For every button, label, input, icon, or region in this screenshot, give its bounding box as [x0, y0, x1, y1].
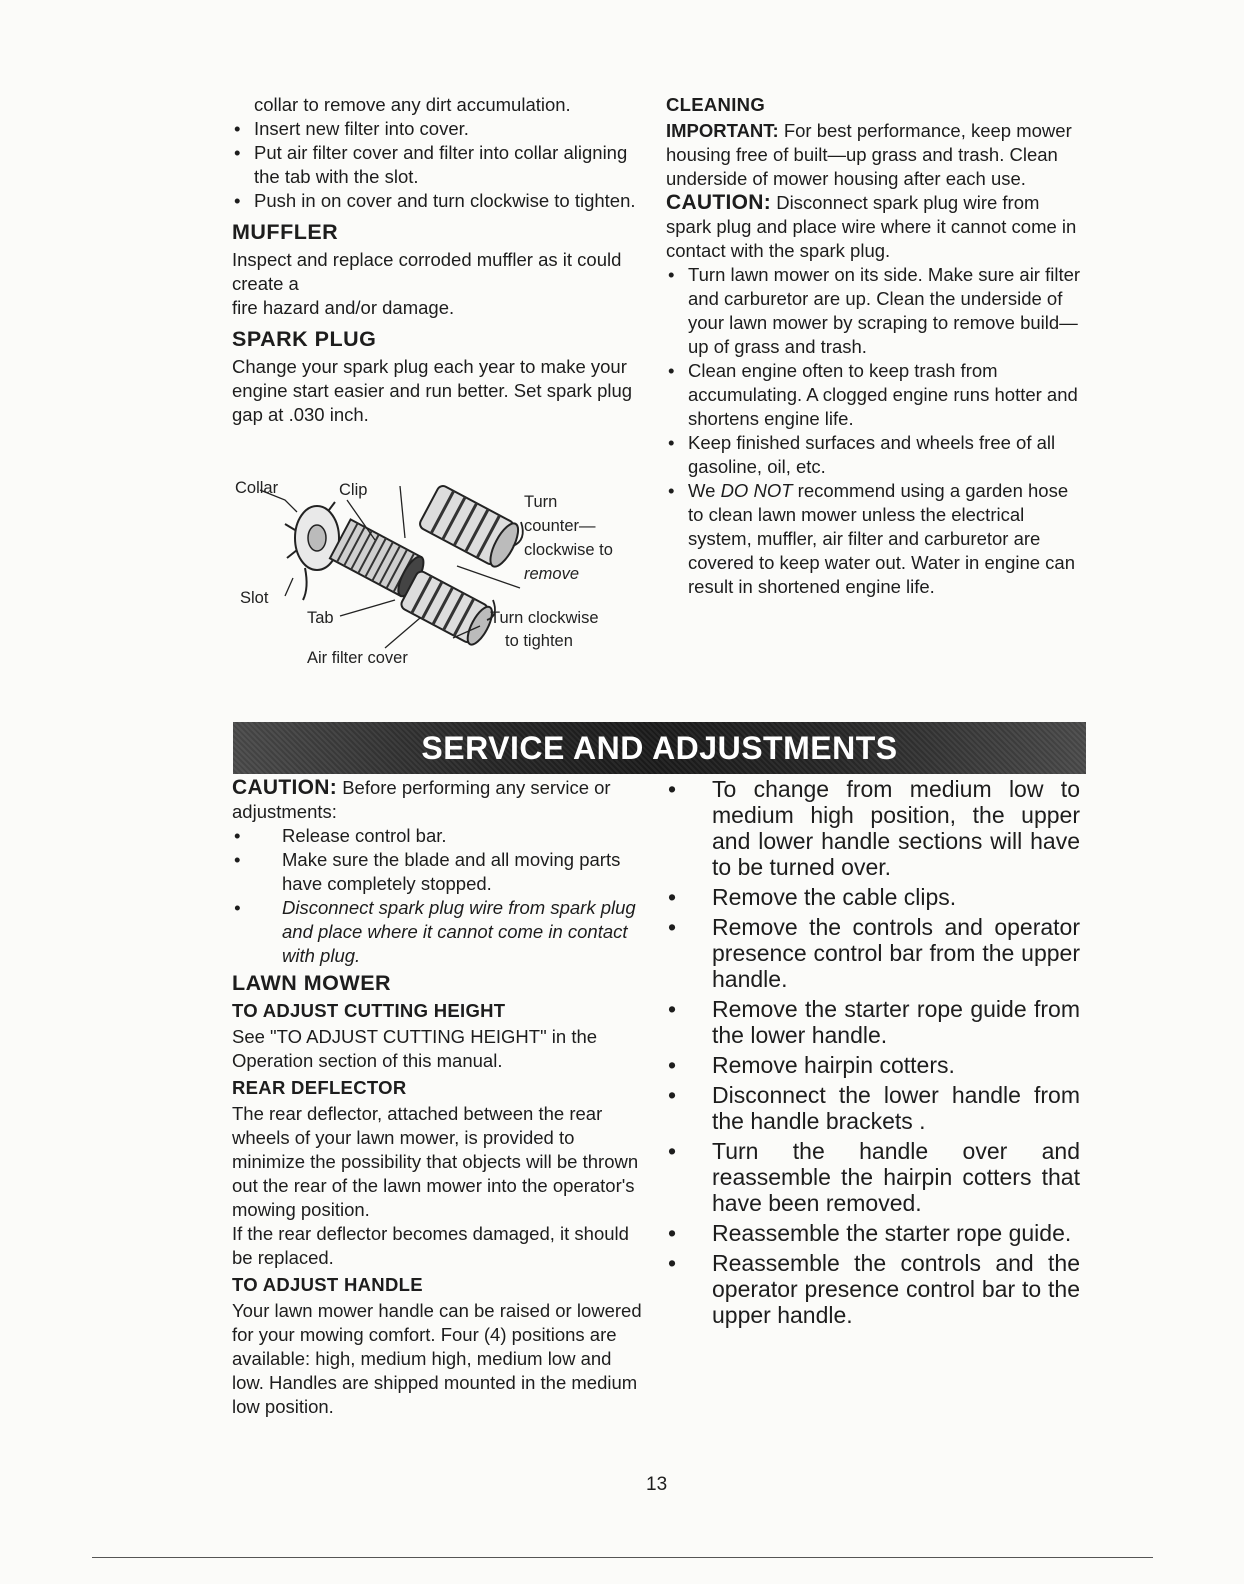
caution-label: CAUTION:: [666, 191, 772, 214]
lawn-mower-heading: LAWN MOWER: [232, 971, 392, 995]
list-item: • Disconnect the lower handle from the handle brackets .: [664, 1082, 1080, 1134]
adjust-handle-heading: TO ADJUST HANDLE: [232, 1274, 423, 1295]
list-item-text: recommend using a garden hose to clean lawn mower unless the electrical system, muffler, air filter and carburetor are covered to keep water out. Water in engine can result in shortened engine life.: [688, 480, 1076, 597]
label-turn-cw-1: Turn clockwise: [490, 609, 599, 627]
list-item: • Remove hairpin cotters.: [664, 1052, 1080, 1078]
important-text: For best performance, keep mower housing free of built—up grass and trash. Clean underside of mower housing after each use.: [666, 120, 1072, 189]
label-turn-cw-2: to tighten: [505, 632, 573, 650]
upper-right-column: [666, 93, 1084, 599]
caution-steps: [232, 824, 644, 968]
rear-deflector-text: The rear deflector, attached between the rear wheels of your lawn mower, is provided to minimize the possibility that objects will be thrown out the rear of the lawn mower into the operator's mowing position.: [232, 1103, 639, 1220]
label-clip: Clip: [339, 481, 368, 499]
lower-left-column: [232, 776, 644, 1419]
bottom-rule: [92, 1557, 1153, 1558]
list-item: • Disconnect spark plug wire from spark plug and place where it cannot come in contact with plug.: [232, 896, 644, 968]
rear-deflector-heading: REAR DEFLECTOR: [232, 1077, 407, 1098]
caution-note: [232, 776, 644, 824]
muffler-heading: MUFFLER: [232, 220, 339, 244]
caution-text: Before performing any service or adjustments:: [232, 777, 611, 822]
emphasis-text: DO NOT: [720, 480, 793, 501]
section-banner: [233, 722, 1086, 774]
spark-plug-text: Change your spark plug each year to make your engine start easier and run better. Set spark plug gap at .030 inch.: [232, 356, 633, 425]
label-turn-ccw-1: Turn: [524, 493, 558, 511]
muffler-text-2: fire hazard and/or damage.: [232, 297, 455, 318]
label-turn-ccw-2: counter—: [524, 517, 596, 535]
important-note: [666, 119, 1084, 191]
list-item: • Insert new filter into cover.: [232, 117, 642, 141]
continued-line: collar to remove any dirt accumulation.: [254, 94, 571, 115]
caution-label: CAUTION:: [232, 776, 338, 799]
air-filter-steps: [232, 117, 642, 213]
section-title: SERVICE AND ADJUSTMENTS: [421, 729, 898, 766]
cutting-height-heading: TO ADJUST CUTTING HEIGHT: [232, 1000, 506, 1021]
muffler-text: Inspect and replace corroded muffler as it could create a: [232, 249, 622, 294]
label-turn-ccw-3: clockwise to: [524, 541, 613, 559]
lower-right-column: [664, 776, 1080, 1332]
handle-steps: [664, 776, 1080, 1328]
label-collar: Collar: [235, 479, 279, 497]
list-item: • Push in on cover and turn clockwise to tighten.: [232, 189, 642, 213]
list-item-text: We: [688, 480, 721, 501]
caution-note: [666, 191, 1084, 263]
list-item: • Turn lawn mower on its side. Make sure air filter and carburetor are up. Clean the underside of your lawn mower by scraping to remove build—up of grass and trash.: [666, 263, 1084, 359]
label-slot: Slot: [240, 589, 269, 607]
spark-plug-heading: SPARK PLUG: [232, 327, 377, 351]
cutting-height-text: See "TO ADJUST CUTTING HEIGHT" in the Operation section of this manual.: [232, 1026, 598, 1071]
air-filter-diagram: [235, 478, 660, 678]
adjust-handle-text: Your lawn mower handle can be raised or lowered for your mowing comfort. Four (4) positions are available: high, medium high, medium low and low. Handles are shipped mounted in the medium low position.: [232, 1300, 642, 1417]
list-item: • Remove the controls and operator presence control bar from the upper handle.: [664, 914, 1080, 992]
label-turn-ccw-4: remove: [524, 565, 580, 583]
list-item: • Clean engine often to keep trash from accumulating. A clogged engine runs hotter and shortens engine life.: [666, 359, 1084, 431]
list-item: • Keep finished surfaces and wheels free of all gasoline, oil, etc.: [666, 431, 1084, 479]
list-item: • Remove the cable clips.: [664, 884, 1080, 910]
label-air-filter-cover: Air filter cover: [307, 649, 408, 667]
list-item: • To change from medium low to medium high position, the upper and lower handle sections will have to be turned over.: [664, 776, 1080, 880]
list-item: • Make sure the blade and all moving parts have completely stopped.: [232, 848, 644, 896]
cleaning-steps: [666, 263, 1084, 599]
list-item: • Remove the starter rope guide from the lower handle.: [664, 996, 1080, 1048]
caution-text: Disconnect spark plug wire from spark plug and place wire where it cannot come in contact with the spark plug.: [666, 192, 1077, 261]
list-item: [666, 479, 1084, 599]
list-item: • Reassemble the controls and the operator presence control bar to the upper handle.: [664, 1250, 1080, 1328]
air-filter-drawing: [235, 478, 660, 678]
page-number: 13: [646, 1474, 668, 1495]
list-item: • Turn the handle over and reassemble the hairpin cotters that have been removed.: [664, 1138, 1080, 1216]
important-label: IMPORTANT:: [666, 120, 779, 141]
upper-left-column: [232, 93, 642, 427]
label-tab: Tab: [307, 609, 334, 627]
list-item: • Release control bar.: [232, 824, 644, 848]
list-item: • Put air filter cover and filter into collar aligning the tab with the slot.: [232, 141, 642, 189]
cleaning-heading: CLEANING: [666, 94, 766, 115]
rear-deflector-text-2: If the rear deflector becomes damaged, it should be replaced.: [232, 1223, 629, 1268]
list-item: • Reassemble the starter rope guide.: [664, 1220, 1080, 1246]
